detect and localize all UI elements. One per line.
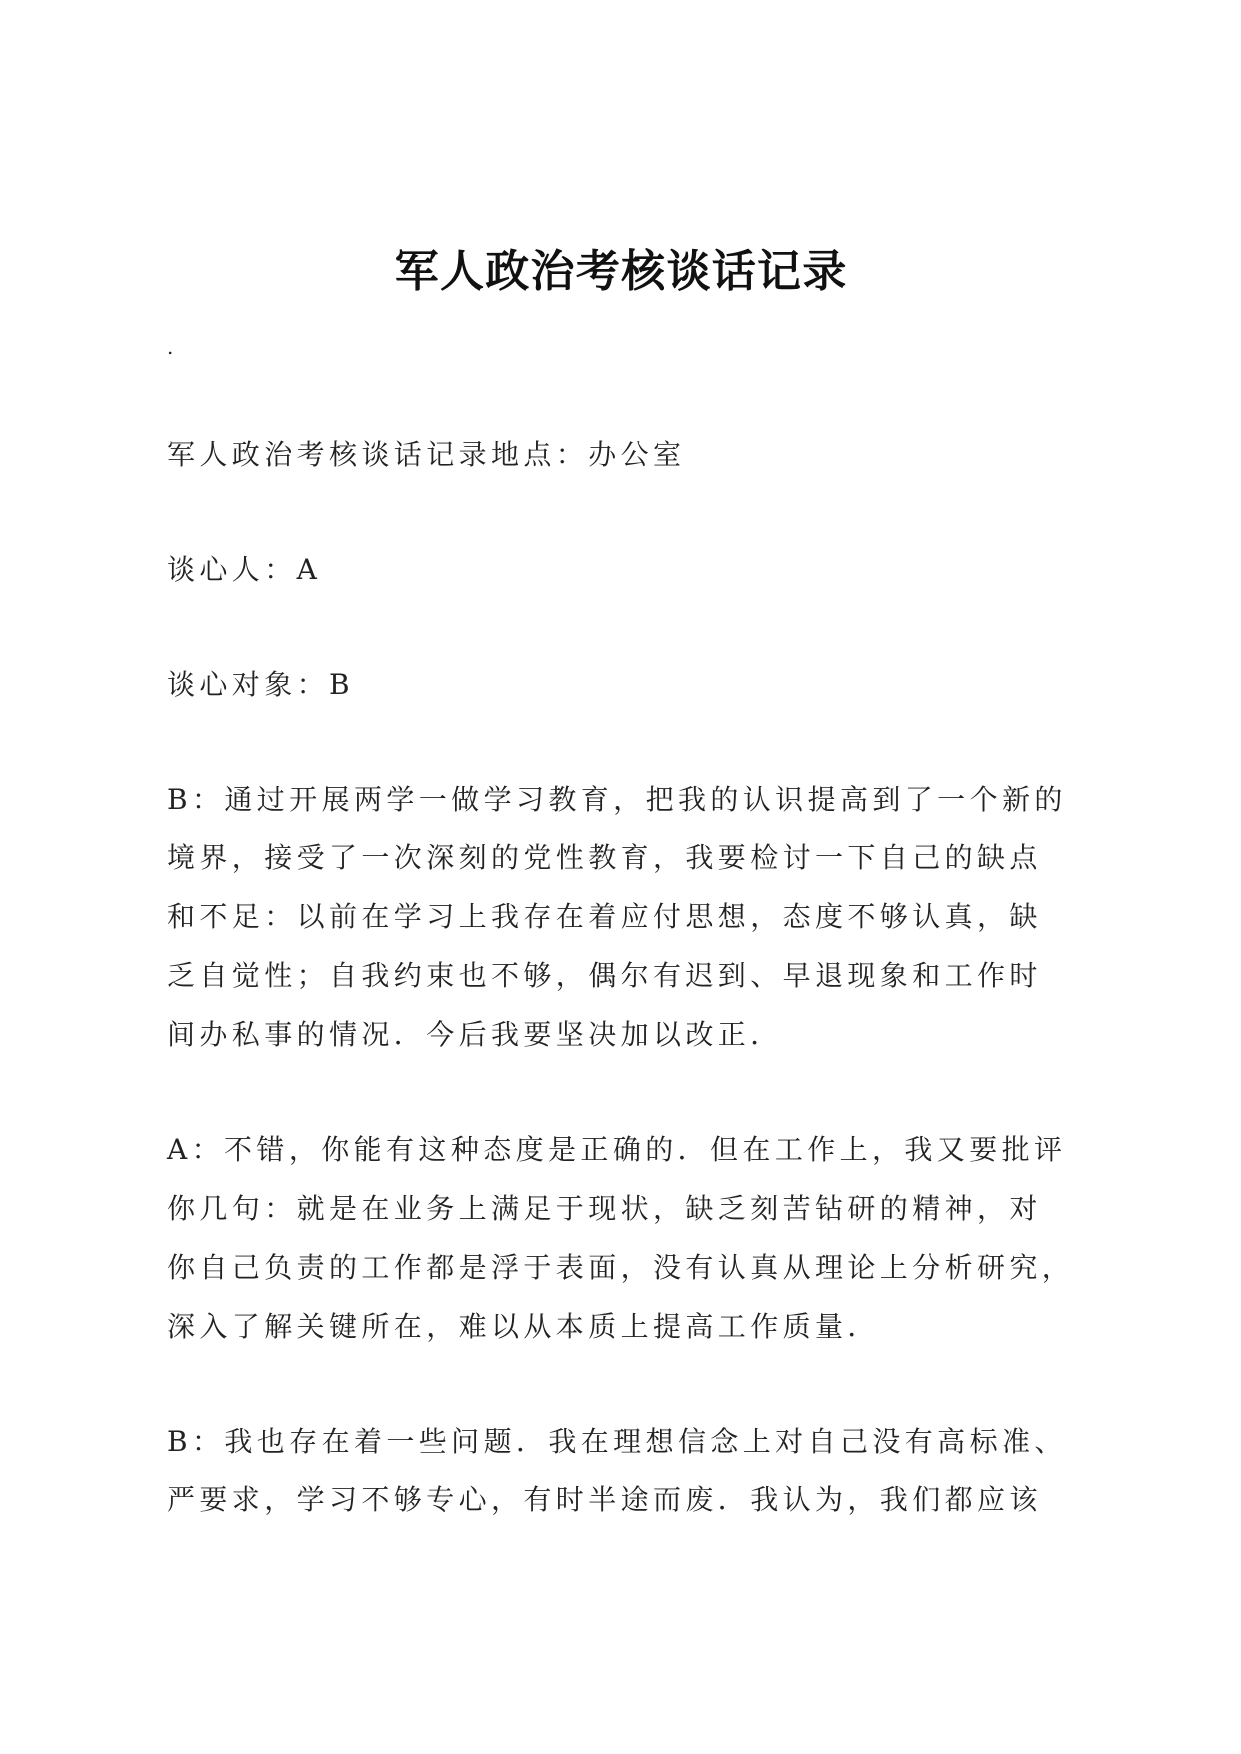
interviewer-paragraph: [167, 541, 1207, 600]
paragraph-line: 你自己负责的工作都是浮于表面，没有认真从理论上分析研究，: [167, 1250, 1075, 1284]
paragraph-line: 和不足：以前在学习上我存在着应付思想，态度不够认真，缺: [167, 900, 1042, 934]
interviewer-line: 谈心人：A: [167, 552, 322, 586]
location-paragraph: [167, 426, 1207, 485]
leading-dot: .: [167, 335, 178, 359]
paragraph-line: 境界，接受了一次深刻的党性教育，我要检讨一下自己的缺点: [167, 841, 1042, 875]
interviewee-line: 谈心对象：B: [167, 667, 354, 701]
paragraph-line: B：通过开展两学一做学习教育，把我的认识提高到了一个新的: [167, 782, 1067, 816]
paragraph-line: B：我也存在着一些问题．我在理想信念上对自己没有高标准、: [167, 1424, 1067, 1458]
paragraph-line: 严要求，学习不够专心，有时半途而废．我认为，我们都应该: [167, 1483, 1042, 1517]
dialogue-paragraph-b-2: [167, 1413, 1207, 1531]
paragraph-line: 你几句：就是在业务上满足于现状，缺乏刻苦钻研的精神，对: [167, 1191, 1042, 1225]
document-body: [167, 318, 1207, 1586]
paragraph-line: 乏自觉性；自我约束也不够，偶尔有迟到、早退现象和工作时: [167, 959, 1042, 993]
paragraph-line: 间办私事的情况．今后我要坚决加以改正．: [167, 1018, 783, 1052]
document-title: 军人政治考核谈话记录: [394, 246, 848, 297]
dialogue-paragraph-b-1: [167, 771, 1207, 1065]
interviewee-paragraph: [167, 656, 1207, 715]
location-line: 军人政治考核谈话记录地点：办公室: [167, 437, 686, 471]
dialogue-paragraph-a: [167, 1121, 1207, 1357]
paragraph-line: 深入了解关键所在，难以从本质上提高工作质量．: [167, 1309, 880, 1343]
paragraph-line: A：不错，你能有这种态度是正确的．但在工作上，我又要批评: [167, 1133, 1067, 1167]
